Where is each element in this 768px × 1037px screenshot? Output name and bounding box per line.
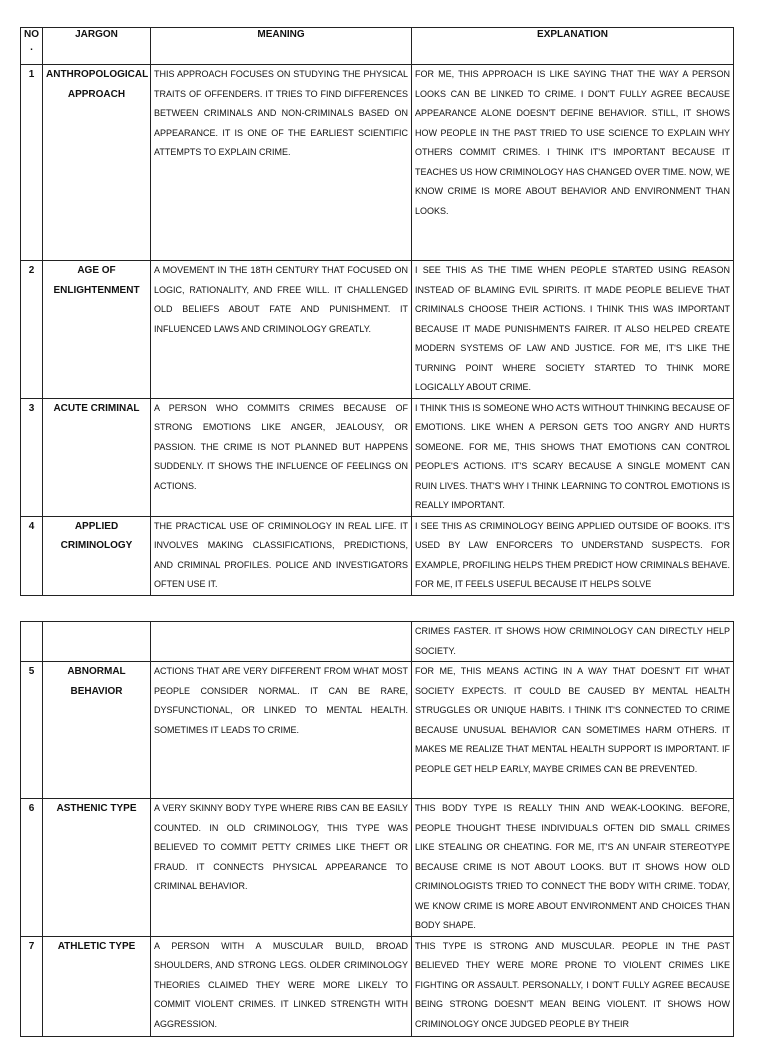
table-row <box>21 398 734 516</box>
explanation-text: FOR ME, THIS APPROACH IS LIKE SAYING THAT THE WAY A PERSON LOOKS CAN BE LINKED TO CRIME. I DON'T FULLY AGREE BECAUSE APPEARANCE ALONE DOESN'T DEFINE BEHAVIOR. STILL, IT SHOWS HOW PEOPLE IN THE PAST TRIED TO USE SCIENCE TO EXPLAIN WHY OTHERS COMMIT CRIMES. I THINK IT'S IMPORTANT BECAUSE IT TEACHES US HOW CRIMINOLOGY HAS CHANGED OVER TIME. NOW, WE KNOW CRIME IS MORE ABOUT BEHAVIOR AND ENVIRONMENT THAN LOOKS. <box>412 65 734 261</box>
meaning-text: THIS APPROACH FOCUSES ON STUDYING THE PHYSICAL TRAITS OF OFFENDERS. IT TRIES TO FIND DIFFERENCES BETWEEN CRIMINALS AND NON-CRIMINALS BASED ON APPEARANCE. IT IS ONE OF THE EARLIEST SCIENTIFIC ATTEMPTS TO EXPLAIN CRIME. <box>151 65 412 261</box>
header-no-suffix: . <box>30 42 33 53</box>
meaning-text: ACTIONS THAT ARE VERY DIFFERENT FROM WHAT MOST PEOPLE CONSIDER NORMAL. IT CAN BE RARE, DYSFUNCTIONAL, OR LINKED TO MENTAL HEALTH. SOMETIMES IT LEADS TO CRIME. <box>151 662 412 799</box>
header-no-label: NO <box>24 29 39 40</box>
meaning-text: A PERSON WHO COMMITS CRIMES BECAUSE OF STRONG EMOTIONS LIKE ANGER, JEALOUSY, OR PASSION. THE CRIME IS NOT PLANNED BUT HAPPENS SUDDENLY. IT SHOWS THE INFLUENCE OF FEELINGS ON ACTIONS. <box>151 398 412 516</box>
header-explanation: EXPLANATION <box>412 28 734 65</box>
explanation-text: FOR ME, THIS MEANS ACTING IN A WAY THAT DOESN'T FIT WHAT SOCIETY EXPECTS. IT COULD BE CAUSED BY MENTAL HEALTH STRUGGLES OR UNIQUE HABITS. I THINK IT'S CONNECTED TO CRIME BECAUSE UNUSUAL BEHAVIOR CAN SOMETIMES HARM OTHERS. IT MAKES ME REALIZE THAT MENTAL HEALTH SUPPORT IS IMPORTANT. IF PEOPLE GET HELP EARLY, MAYBE CRIMES CAN BE PREVENTED. <box>412 662 734 799</box>
table-row <box>21 65 734 261</box>
continuation-jargon-cell <box>43 622 151 662</box>
meaning-text: A VERY SKINNY BODY TYPE WHERE RIBS CAN BE EASILY COUNTED. IN OLD CRIMINOLOGY, THIS TYPE WAS BELIEVED TO COMMIT PETTY CRIMES LIKE THEFT OR FRAUD. IT CONNECTS PHYSICAL APPEARANCE TO CRIMINAL BEHAVIOR. <box>151 799 412 937</box>
jargon-term: ANTHROPOLOGICAL APPROACH <box>43 65 151 261</box>
header-no <box>21 28 43 65</box>
table-row <box>21 799 734 937</box>
row-number: 7 <box>21 936 43 1036</box>
table-row <box>21 516 734 595</box>
explanation-text: THIS TYPE IS STRONG AND MUSCULAR. PEOPLE IN THE PAST BELIEVED THEY WERE MORE PRONE TO VIOLENT CRIMES LIKE FIGHTING OR ASSAULT. PERSONALLY, I DON'T FULLY AGREE BECAUSE BEING STRONG DOESN'T MEAN BEING VIOLENT. IT SHOWS HOW CRIMINOLOGY ONCE JUDGED PEOPLE BY THEIR <box>412 936 734 1036</box>
header-meaning: MEANING <box>151 28 412 65</box>
meaning-text: THE PRACTICAL USE OF CRIMINOLOGY IN REAL LIFE. IT INVOLVES MAKING CLASSIFICATIONS, PREDICTIONS, AND CRIMINAL PROFILES. POLICE AND INVESTIGATORS OFTEN USE IT. <box>151 516 412 595</box>
meaning-text: A PERSON WITH A MUSCULAR BUILD, BROAD SHOULDERS, AND STRONG LEGS. OLDER CRIMINOLOGY THEORIES CLAIMED THEY WERE MORE LIKELY TO COMMIT VIOLENT CRIMES. IT LINKED STRENGTH WITH AGGRESSION. <box>151 936 412 1036</box>
row-number: 2 <box>21 261 43 399</box>
header-jargon: JARGON <box>43 28 151 65</box>
row-number: 1 <box>21 65 43 261</box>
explanation-text: THIS BODY TYPE IS REALLY THIN AND WEAK-LOOKING. BEFORE, PEOPLE THOUGHT THESE INDIVIDUALS OFTEN DID SMALL CRIMES LIKE STEALING OR CHEATING. FOR ME, IT'S AN UNFAIR STEREOTYPE BECAUSE CRIME IS NOT ABOUT LOOKS. BUT IT SHOWS HOW OLD CRIMINOLOGISTS TRIED TO CONNECT THE BODY WITH CRIME. TODAY, WE KNOW CRIME IS MORE ABOUT ENVIRONMENT AND CHOICES THAN BODY SHAPE. <box>412 799 734 937</box>
row-number: 5 <box>21 662 43 799</box>
explanation-text-continued: CRIMES FASTER. IT SHOWS HOW CRIMINOLOGY CAN DIRECTLY HELP SOCIETY. <box>412 622 734 662</box>
explanation-text: I SEE THIS AS THE TIME WHEN PEOPLE STARTED USING REASON INSTEAD OF BLAMING EVIL SPIRITS. IT MADE PEOPLE BELIEVE THAT CRIMINALS CHOOSE THEIR ACTIONS. I THINK THIS WAS IMPORTANT BECAUSE IT MADE PUNISHMENTS FAIRER. IT ALSO HELPED CREATE MODERN SYSTEMS OF LAW AND JUSTICE. FOR ME, IT'S LIKE THE TURNING POINT WHERE SOCIETY STARTED TO THINK MORE LOGICALLY ABOUT CRIME. <box>412 261 734 399</box>
row-number: 6 <box>21 799 43 937</box>
row-number: 3 <box>21 398 43 516</box>
table-row <box>21 936 734 1036</box>
table-row-continuation <box>21 622 734 662</box>
jargon-term: AGE OF ENLIGHTENMENT <box>43 261 151 399</box>
explanation-text: I THINK THIS IS SOMEONE WHO ACTS WITHOUT THINKING BECAUSE OF EMOTIONS. LIKE WHEN A PERSON GETS TOO ANGRY AND HURTS SOMEONE. FOR ME, THIS SHOWS THAT EMOTIONS CAN CONTROL PEOPLE'S ACTIONS. IT'S SCARY BECAUSE A SINGLE MOMENT CAN RUIN LIVES. THAT'S WHY I THINK LEARNING TO CONTROL EMOTIONS IS REALLY IMPORTANT. <box>412 398 734 516</box>
jargon-table-page-2 <box>20 621 734 1037</box>
continuation-meaning-cell <box>151 622 412 662</box>
table-header-row <box>21 28 734 65</box>
meaning-text: A MOVEMENT IN THE 18TH CENTURY THAT FOCUSED ON LOGIC, RATIONALITY, AND FREE WILL. IT CHALLENGED OLD BELIEFS ABOUT FATE AND PUNISHMENT. IT INFLUENCED LAWS AND CRIMINOLOGY GREATLY. <box>151 261 412 399</box>
jargon-term: ABNORMAL BEHAVIOR <box>43 662 151 799</box>
explanation-text: I SEE THIS AS CRIMINOLOGY BEING APPLIED OUTSIDE OF BOOKS. IT'S USED BY LAW ENFORCERS TO UNDERSTAND SUSPECTS. FOR EXAMPLE, PROFILING HELPS THEM PREDICT HOW CRIMINALS BEHAVE. FOR ME, IT FEELS USEFUL BECAUSE IT HELPS SOLVE <box>412 516 734 595</box>
continuation-no-cell <box>21 622 43 662</box>
jargon-term: APPLIED CRIMINOLOGY <box>43 516 151 595</box>
jargon-term: ATHLETIC TYPE <box>43 936 151 1036</box>
row-number: 4 <box>21 516 43 595</box>
jargon-term: ACUTE CRIMINAL <box>43 398 151 516</box>
table-row <box>21 261 734 399</box>
table-row <box>21 662 734 799</box>
jargon-term: ASTHENIC TYPE <box>43 799 151 937</box>
jargon-table-page-1 <box>20 27 734 596</box>
